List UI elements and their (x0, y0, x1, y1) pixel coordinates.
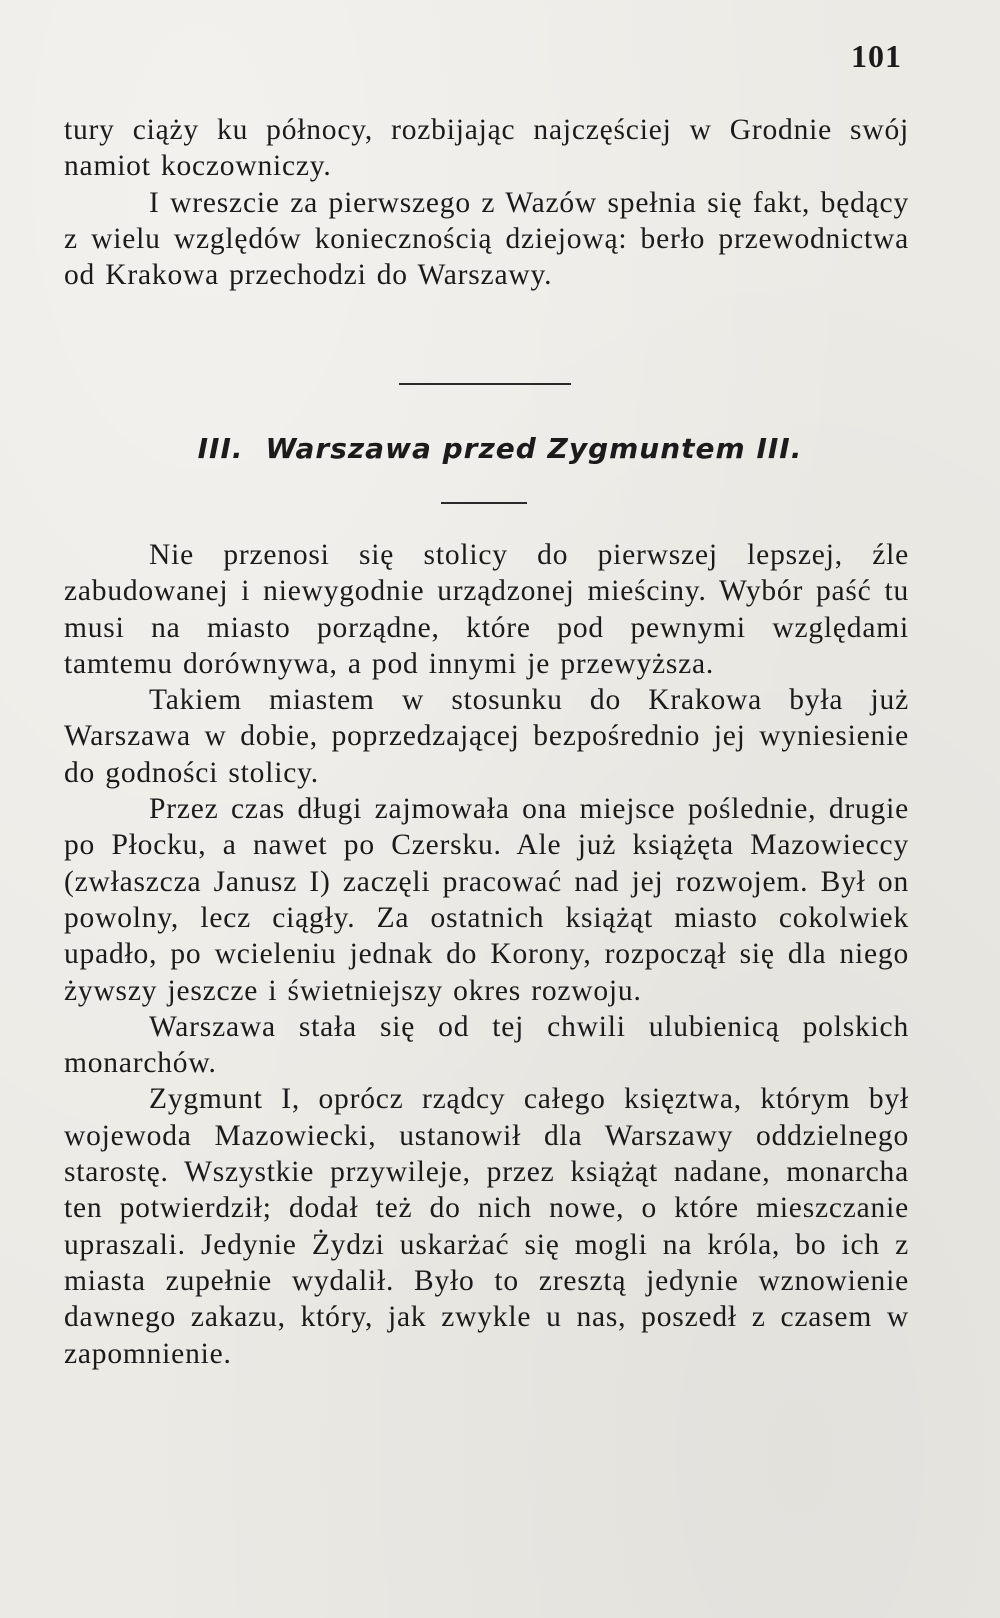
paragraph-continuation: tury ciąży ku północy, rozbijając najczęściej w Grodnie swój namiot koczowniczy. (64, 114, 909, 183)
paragraph: Przez czas długi zajmowała ona miejsce poślednie, drugie po Płocku, a nawet po Czersku. Ale już książęta Mazowieccy (zwłaszcza Janusz I) zaczęli pracować nad jej rozwojem. Był on powolny, lecz ciągły. Za ostatnich książąt miasto cokolwiek upadło, po wcieleniu jednak do Korony, rozpoczął się dla niego żywszy jeszcze i świetniejszy okres rozwoju. (64, 793, 909, 1007)
paragraph: I wreszcie za pierwszego z Wazów spełnia się fakt, będący z wielu względów koniecznością dziejową: berło przewodnictwa od Krakowa przechodzi do Warszawy. (64, 186, 909, 292)
top-text-block (64, 112, 909, 293)
section-number: III. (197, 432, 244, 465)
section-divider-top (399, 383, 571, 385)
section-divider-bottom (441, 502, 527, 504)
paragraph: Takiem miastem w stosunku do Krakowa była już Warszawa w dobie, poprzedzającej bezpośrednio jej wyniesienie do godności stolicy. (64, 684, 909, 789)
section-title: Warszawa przed Zygmuntem III. (265, 432, 803, 465)
paragraph: Warszawa stała się od tej chwili ulubienicą polskich monarchów. (64, 1010, 909, 1080)
section-heading (0, 432, 1000, 465)
paragraph: Nie przenosi się stolicy do pierwszej lepszej, źle zabudowanej i niewygodnie urządzonej mieściny. Wybór paść tu musi na miasto porządne, które pod pewnymi względami tamtemu dorównywa, a pod innymi je przewyższa. (64, 539, 909, 680)
page-number: 101 (851, 38, 902, 74)
paragraph: Zygmunt I, oprócz rządcy całego księztwa, którym był wojewoda Mazowiecki, ustanowił dla Warszawy oddzielnego starostę. Wszystkie przywileje, przez książąt nadane, monarcha ten potwierdził; dodał też do nich nowe, o które mieszczanie upraszali. Jedynie Żydzi uskarżać się mogli na króla, bo ich z miasta zupełnie wydalił. Było to zresztą jedynie wznowienie dawnego zakazu, który, jak zwykle u nas, poszedł z czasem w zapomnienie. (64, 1083, 909, 1370)
main-text-block (64, 537, 909, 1372)
